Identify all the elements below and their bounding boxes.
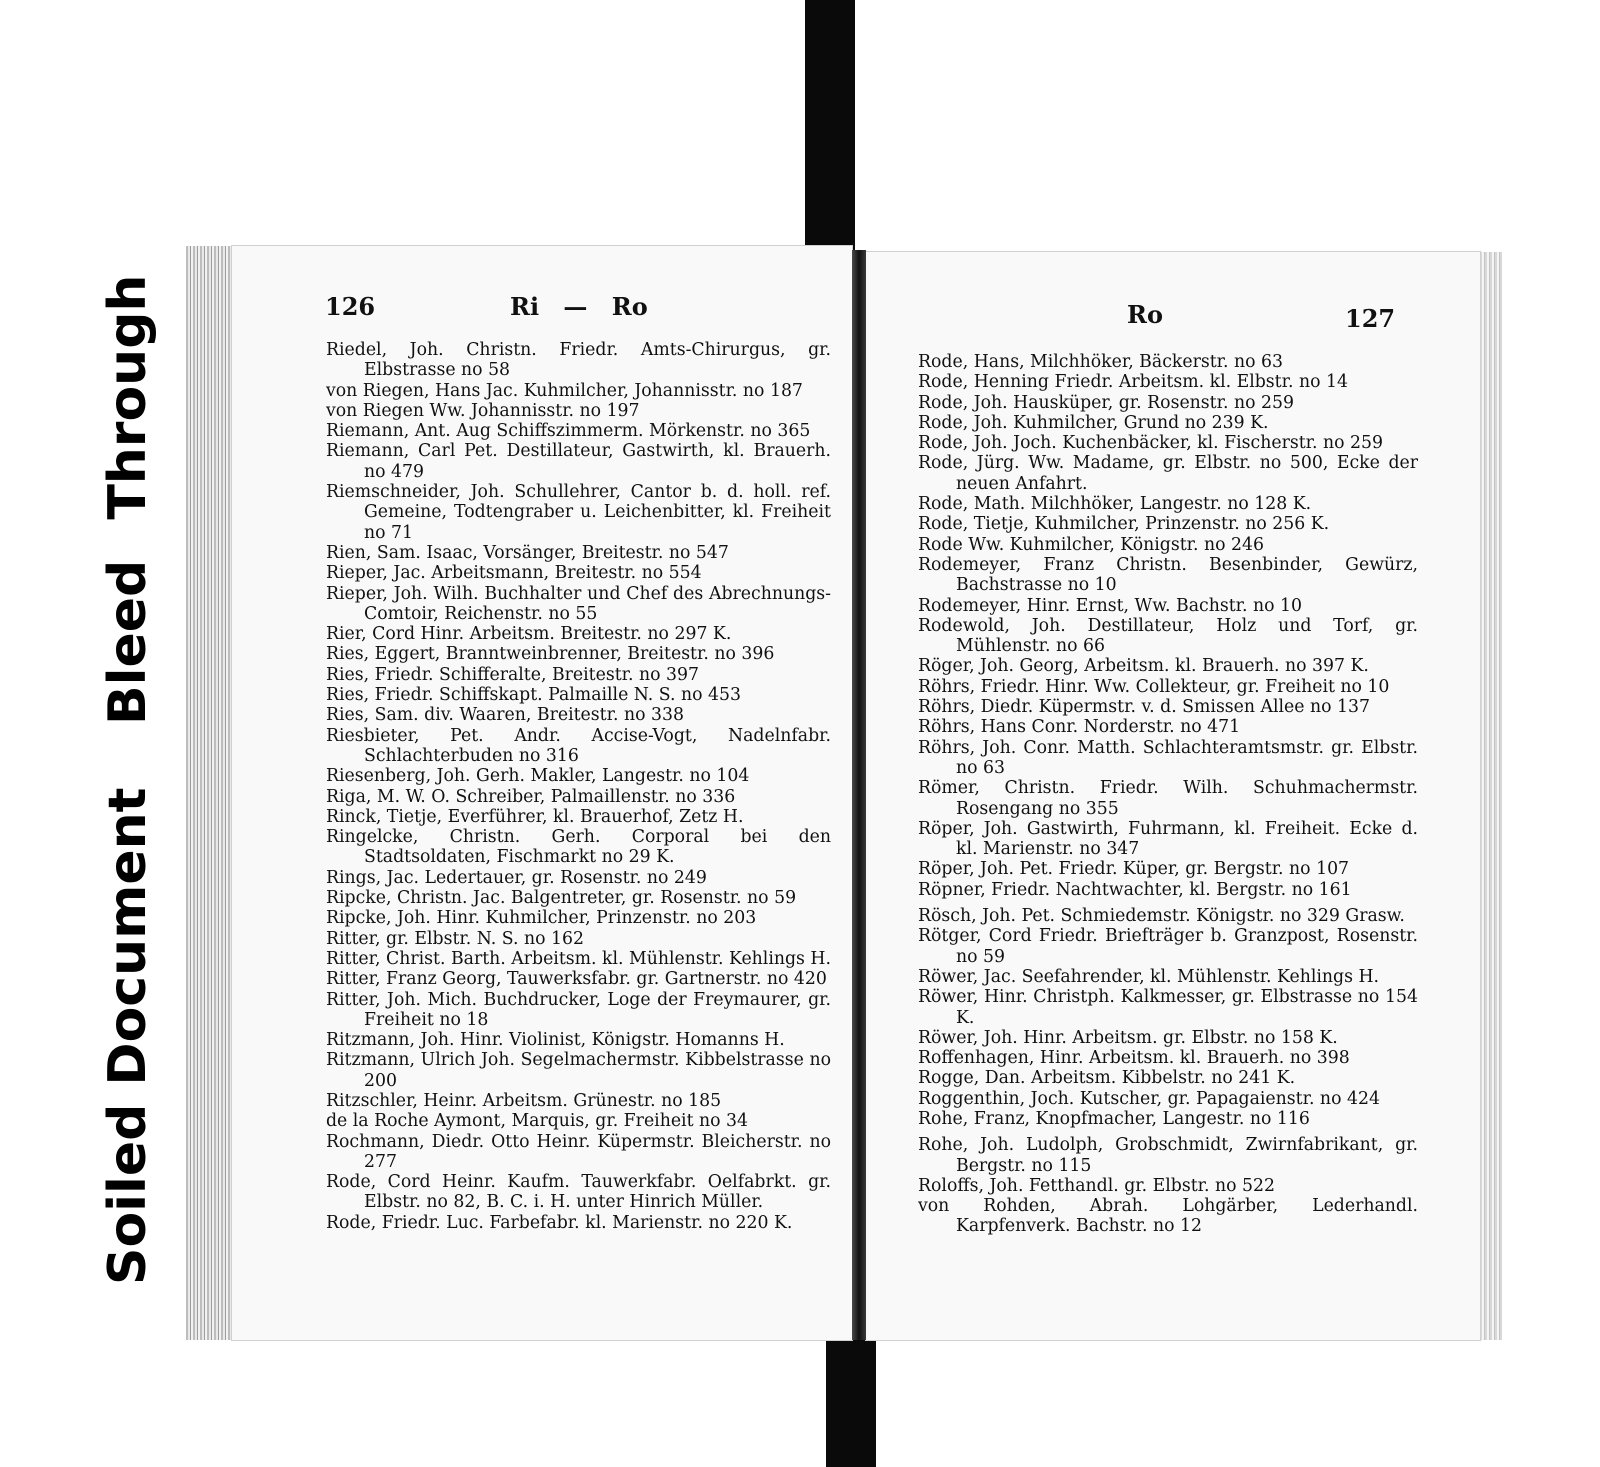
- directory-entry: Ritter, Christ. Barth. Arbeitsm. kl. Mühlenstr. Kehlings H.: [326, 948, 831, 969]
- directory-entry: Rode, Tietje, Kuhmilcher, Prinzenstr. no 256 K.: [918, 514, 1330, 535]
- directory-entry: von Riegen, Hans Jac. Kuhmilcher, Johannisstr. no 187: [326, 380, 803, 401]
- directory-entry: Rochmann, Diedr. Otto Heinr. Küpermstr. Bleicherstr. no 277: [326, 1131, 831, 1172]
- directory-entry: Röwer, Hinr. Christph. Kalkmesser, gr. Elbstrasse no 154 K.: [918, 987, 1418, 1028]
- right-directory-entries: [918, 352, 1418, 1237]
- directory-entry: Riga, M. W. O. Schreiber, Palmaillenstr. no 336: [326, 786, 736, 807]
- directory-entry: Rings, Jac. Ledertauer, gr. Rosenstr. no 249: [326, 867, 707, 888]
- directory-entry: Rohe, Joh. Ludolph, Grobschmidt, Zwirnfabrikant, gr. Bergstr. no 115: [918, 1135, 1418, 1176]
- directory-entry: Riesbieter, Pet. Andr. Accise-Vogt, Nadelnfabr. Schlachterbuden no 316: [326, 725, 831, 766]
- soiled-document-label: Soiled Document: [98, 787, 158, 1285]
- directory-entry: Röpner, Friedr. Nachtwachter, kl. Bergstr. no 161: [918, 879, 1352, 900]
- directory-entry: Rogge, Dan. Arbeitsm. Kibbelstr. no 241 K.: [918, 1068, 1296, 1089]
- directory-entry: Ritzmann, Ulrich Joh. Segelmachermstr. Kibbelstrasse no 200: [326, 1050, 831, 1091]
- directory-entry: Rieper, Joh. Wilh. Buchhalter und Chef des Abrechnungs-Comtoir, Reichenstr. no 55: [326, 583, 831, 624]
- directory-entry: Riesenberg, Joh. Gerh. Makler, Langestr. no 104: [326, 766, 750, 787]
- directory-entry: Ringelcke, Christn. Gerh. Corporal bei den Stadtsoldaten, Fischmarkt no 29 K.: [326, 827, 831, 868]
- directory-entry: Roloffs, Joh. Fetthandl. gr. Elbstr. no 522: [918, 1175, 1276, 1196]
- directory-entry: Rode, Joh. Kuhmilcher, Grund no 239 K.: [918, 412, 1269, 433]
- directory-entry: Rodemeyer, Franz Christn. Besenbinder, Gewürz, Bachstrasse no 10: [918, 554, 1418, 596]
- directory-entry: Ritzschler, Heinr. Arbeitsm. Grünestr. no 185: [326, 1090, 722, 1111]
- directory-entry: Rier, Cord Hinr. Arbeitsm. Breitestr. no 297 K.: [326, 624, 732, 645]
- directory-entry: Rinck, Tietje, Everführer, kl. Brauerhof, Zetz H.: [326, 806, 744, 827]
- directory-entry: Rodewold, Joh. Destillateur, Holz und Torf, gr. Mühlenstr. no 66: [918, 615, 1418, 657]
- directory-entry: Rode, Joh. Joch. Kuchenbäcker, kl. Fischerstr. no 259: [918, 433, 1384, 454]
- left-directory-entries: [326, 340, 831, 1233]
- directory-entry: Rode, Joh. Hausküper, gr. Rosenstr. no 259: [918, 392, 1294, 413]
- directory-entry: Riemschneider, Joh. Schullehrer, Cantor b. d. holl. ref. Gemeine, Todtengraber u. Leichenbitter, kl. Freiheit no 71: [326, 482, 831, 543]
- directory-entry: Ripcke, Joh. Hinr. Kuhmilcher, Prinzenstr. no 203: [326, 908, 757, 929]
- directory-entry: Ritzmann, Joh. Hinr. Violinist, Königstr. Homanns H.: [326, 1030, 785, 1051]
- directory-entry: de la Roche Aymont, Marquis, gr. Freiheit no 34: [326, 1111, 749, 1132]
- right-page-number: 127: [1345, 304, 1396, 333]
- directory-entry: Rösch, Joh. Pet. Schmiedemstr. Königstr. no 329 Grasw.: [918, 906, 1405, 927]
- directory-entry: Röger, Joh. Georg, Arbeitsm. kl. Brauerh. no 397 K.: [918, 656, 1369, 677]
- page-edges-left: [186, 246, 234, 1340]
- directory-entry: Rode, Friedr. Luc. Farbefabr. kl. Marienstr. no 220 K.: [326, 1212, 793, 1233]
- directory-entry: Römer, Christn. Friedr. Wilh. Schuhmachermstr. Rosengang no 355: [918, 778, 1418, 819]
- directory-entry: Ripcke, Christn. Jac. Balgentreter, gr. Rosenstr. no 59: [326, 888, 797, 909]
- directory-entry: Röwer, Jac. Seefahrender, kl. Mühlenstr. Kehlings H.: [918, 966, 1380, 987]
- directory-entry: von Riegen Ww. Johannisstr. no 197: [326, 400, 640, 421]
- directory-entry: von Rohden, Abrah. Lohgärber, Lederhandl. Karpfenverk. Bachstr. no 12: [918, 1196, 1418, 1237]
- directory-entry: Rohe, Franz, Knopfmacher, Langestr. no 116: [918, 1108, 1310, 1129]
- right-running-head: Ro: [1127, 300, 1163, 329]
- book-gutter: [852, 250, 866, 1340]
- directory-entry: Ries, Sam. div. Waaren, Breitestr. no 338: [326, 705, 684, 726]
- directory-entry: Riemann, Carl Pet. Destillateur, Gastwirth, kl. Brauerh. no 479: [326, 441, 831, 482]
- directory-entry: Ries, Friedr. Schiffskapt. Palmaille N. S. no 453: [326, 685, 742, 706]
- directory-entry: Röhrs, Hans Conr. Norderstr. no 471: [918, 717, 1241, 738]
- directory-entry: Rode, Hans, Milchhöker, Bäckerstr. no 63: [918, 352, 1284, 372]
- directory-entry: Rode, Jürg. Ww. Madame, gr. Elbstr. no 500, Ecke der neuen Anfahrt.: [918, 453, 1418, 494]
- directory-entry: Rode, Cord Heinr. Kaufm. Tauwerkfabr. Oelfabrkt. gr. Elbstr. no 82, B. C. i. H. unter Hinrich Müller.: [326, 1172, 831, 1213]
- directory-entry: Röper, Joh. Pet. Friedr. Küper, gr. Bergstr. no 107: [918, 859, 1350, 880]
- directory-entry: Roffenhagen, Hinr. Arbeitsm. kl. Brauerh. no 398: [918, 1048, 1350, 1069]
- directory-entry: Rode, Math. Milchhöker, Langestr. no 128 K.: [918, 494, 1312, 515]
- directory-entry: Roggenthin, Joch. Kutscher, gr. Papagaienstr. no 424: [918, 1088, 1380, 1109]
- directory-entry: Rodemeyer, Hinr. Ernst, Ww. Bachstr. no 10: [918, 595, 1303, 616]
- directory-entry: Röhrs, Friedr. Hinr. Ww. Collekteur, gr. Freiheit no 10: [918, 676, 1390, 697]
- directory-entry: Ries, Eggert, Branntweinbrenner, Breitestr. no 396: [326, 644, 775, 665]
- directory-entry: Ries, Friedr. Schifferalte, Breitestr. no 397: [326, 664, 700, 685]
- directory-entry: Rode, Henning Friedr. Arbeitsm. kl. Elbstr. no 14: [918, 372, 1348, 393]
- directory-entry: Rötger, Cord Friedr. Briefträger b. Granzpost, Rosenstr. no 59: [918, 926, 1418, 967]
- directory-entry: Röper, Joh. Gastwirth, Fuhrmann, kl. Freiheit. Ecke d. kl. Marienstr. no 347: [918, 818, 1418, 860]
- directory-entry: Ritter, Joh. Mich. Buchdrucker, Loge der Freymaurer, gr. Freiheit no 18: [326, 989, 831, 1030]
- directory-entry: Rieper, Jac. Arbeitsmann, Breitestr. no 554: [326, 563, 702, 584]
- directory-entry: Rode Ww. Kuhmilcher, Königstr. no 246: [918, 534, 1265, 555]
- directory-entry: Ritter, gr. Elbstr. N. S. no 162: [326, 928, 584, 949]
- left-page-number: 126: [325, 292, 376, 321]
- page-edges-right: [1480, 252, 1502, 1340]
- binding-strip-top: [805, 0, 855, 260]
- left-running-head: Ri — Ro: [510, 292, 648, 321]
- directory-entry: Röhrs, Diedr. Küpermstr. v. d. Smissen Allee no 137: [918, 697, 1371, 718]
- directory-entry: Röwer, Joh. Hinr. Arbeitsm. gr. Elbstr. no 158 K.: [918, 1027, 1338, 1048]
- directory-entry: Riemann, Ant. Aug Schiffszimmerm. Mörkenstr. no 365: [326, 421, 811, 442]
- directory-entry: Ritter, Franz Georg, Tauwerksfabr. gr. Gartnerstr. no 420: [326, 969, 827, 990]
- bleed-through-label: Bleed Through: [98, 274, 158, 725]
- directory-entry: Rien, Sam. Isaac, Vorsänger, Breitestr. no 547: [326, 542, 729, 563]
- directory-entry: Röhrs, Joh. Conr. Matth. Schlachteramtsmstr. gr. Elbstr. no 63: [918, 737, 1418, 778]
- directory-entry: Riedel, Joh. Christn. Friedr. Amts-Chirurgus, gr. Elbstrasse no 58: [326, 340, 831, 381]
